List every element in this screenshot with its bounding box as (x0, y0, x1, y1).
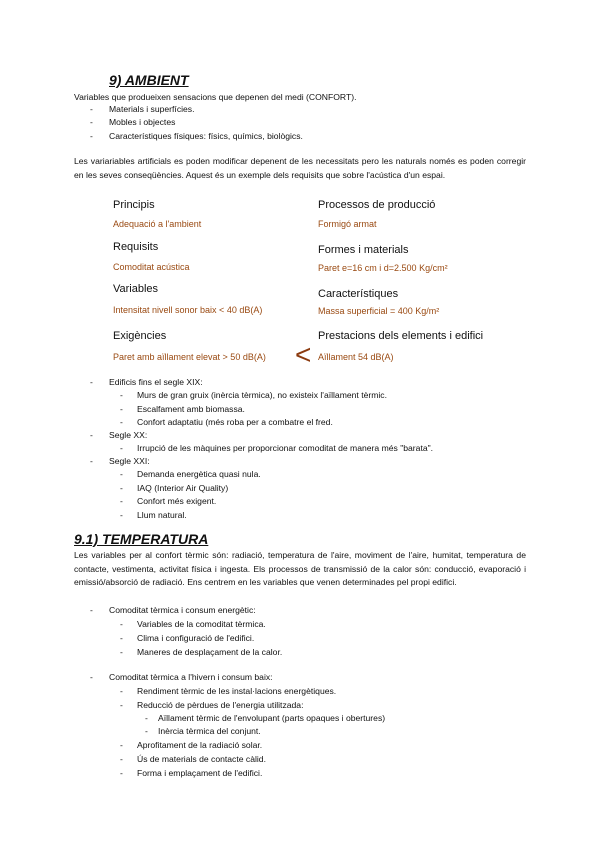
less-than-arrow: < (295, 339, 312, 370)
table-value: Massa superficial = 400 Kg/m² (318, 306, 440, 316)
list-subitem: Llum natural. (137, 510, 187, 520)
list-item: Segle XX: (109, 430, 148, 440)
table-value: Formigó armat (318, 219, 377, 229)
intro-text: Variables que produeixen sensacions que depenen del medi (CONFORT). (74, 92, 357, 102)
table-value: Comoditat acústica (113, 262, 190, 272)
list-item: Mobles i objectes (109, 117, 176, 127)
paragraph-temperatura: Les variables per al confort tèrmic són: radiació, temperatura de l'aire, moviment de l'aire, humitat, temperatura de contacte, vestimenta, activitat física i ingesta. Els processos de transmissió de la calor són: conducció, evaporació i emissió/absorció de radiació. Ens centrem en les variables que venen determinades pel propi edifici. (74, 550, 526, 587)
list-item: Edificis fins el segle XIX: (109, 377, 203, 387)
list-subitem: Clima i configuració de l'edifici. (137, 633, 255, 643)
table-value: Paret amb aïllament elevat > 50 dB(A) (113, 352, 266, 362)
list-subitem: Escalfament amb biomassa. (137, 404, 245, 414)
table-heading: Formes i materials (318, 244, 409, 256)
table-value: Intensitat nivell sonor baix < 40 dB(A) (113, 305, 263, 315)
table-heading: Principis (113, 199, 155, 211)
list-subsubitem: Inèrcia tèrmica del conjunt. (158, 726, 261, 736)
list-subitem: Maneres de desplaçament de la calor. (137, 647, 283, 657)
table-value: Aïllament 54 dB(A) (318, 352, 394, 362)
list-subitem: IAQ (Interior Air Quality) (137, 483, 229, 493)
table-heading: Processos de producció (318, 199, 436, 211)
list-item: Característiques físiques: físics, químics, biològics. (109, 131, 303, 141)
table-heading: Exigències (113, 330, 167, 342)
list-subsubitem: Aïllament tèrmic de l'envolupant (parts opaques i obertures) (158, 713, 386, 723)
list-item: Comoditat tèrmica i consum energètic: (109, 605, 256, 615)
list-item: Materials i superfícies. (109, 104, 195, 114)
list-subitem: Murs de gran gruix (inèrcia tèrmica), no existeix l'aïllament tèrmic. (137, 390, 387, 400)
table-value: Paret e=16 cm i d=2.500 Kg/cm² (318, 263, 448, 273)
section-title-ambient: 9) AMBIENT (109, 72, 189, 88)
table-heading: Variables (113, 283, 159, 295)
document-page: 9) AMBIENT Variables que produeixen sensacions que depenen del medi (CONFORT). - Materials i superfícies. - Mobles i objectes - Característiques físiques: físics, químics, biològics. Les variariables artificials es poden modificar depenent de les necessitats pero les naturals només es poden corregir en les seves conseqüències. Aquest és un exemple dels requisits que sobre l'acústica d'un espai. Principis Adequació a l'ambient Requisits Comoditat acústica Variables Intensitat nivell sonor baix < 40 dB(A) Exigències Paret amb aïllament elevat > 50 dB(A) Processos de producció Formigó armat Formes i materials Paret e=16 cm i d=2.500 Kg/cm² Característiques Massa superficial = 400 Kg/m² Prestacions dels elements i edifici Aïllament 54 dB(A) < - Edificis fins el segle XIX: - Murs de gran gruix (inèrcia tèrmica), no existeix l'aïllament tèrmic. - Escalfament amb biomassa. - Confort adaptatiu (més roba per a combatre el fred. - Segle XX: - Irrupció de les màquines per proporcionar comoditat de manera més "barata". - Segle XXI: - Demanda energètica quasi nula. - IAQ (Interior Air Quality) - Confort més exigent. - Llum natural. 9.1) TEMPERATURA Les variables per al confort tèrmic són: radiació, temperatura de l'aire, moviment de l'aire, humitat, temperatura de contacte, vestimenta, activitat física i ingesta. Els processos de transmissió de la calor són: conducció, evaporació i emissió/absorció de radiació. Ens centrem en les variables que venen determinades pel propi edifici. - Comoditat tèrmica i consum energètic: - Variables de la comoditat tèrmica. - Clima i configuració de l'edifici. - Maneres de desplaçament de la calor. - Comoditat tèrmica a l'hivern i consum baix: - Rendiment tèrmic de les instal·lacions energètiques. - Reducció de pèrdues de l'energia utilitzada: - Aïllament tèrmic de l'envolupant (parts opaques i obertures) - Inèrcia tèrmica del conjunt. - Aprofitament de la radiació solar. - Ús de materials de contacte càlid. - Forma i emplaçament de l'edifici. (74, 72, 526, 778)
list-subitem: Aprofitament de la radiació solar. (137, 740, 263, 750)
list-subitem: Reducció de pèrdues de l'energia utilitzada: (137, 700, 304, 710)
table-heading: Requisits (113, 241, 159, 253)
table-heading: Característiques (318, 288, 399, 300)
table-value: Adequació a l'ambient (113, 219, 202, 229)
list-item: Segle XXI: (109, 456, 150, 466)
list-subitem: Ús de materials de contacte càlid. (137, 754, 266, 764)
list-item: Comoditat tèrmica a l'hivern i consum baix: (109, 672, 273, 682)
list-subitem: Rendiment tèrmic de les instal·lacions energètiques. (137, 686, 337, 696)
list-subitem: Irrupció de les màquines per proporcionar comoditat de manera més "barata". (137, 443, 434, 453)
list-subitem: Demanda energètica quasi nula. (137, 469, 261, 479)
list-subitem: Variables de la comoditat tèrmica. (137, 619, 266, 629)
section-title-temperatura: 9.1) TEMPERATURA (74, 531, 209, 547)
table-heading: Prestacions dels elements i edifici (318, 330, 484, 342)
paragraph-variables: Les variariables artificials es poden modificar depenent de les necessitats pero les naturals només es poden corregir en les seves conseqüències. Aquest és un exemple dels requisits que sobre l'acústica d'un espai. (74, 156, 526, 180)
list-subitem: Confort més exigent. (137, 496, 217, 506)
list-subitem: Confort adaptatiu (més roba per a combatre el fred. (137, 417, 333, 427)
list-subitem: Forma i emplaçament de l'edifici. (137, 768, 263, 778)
